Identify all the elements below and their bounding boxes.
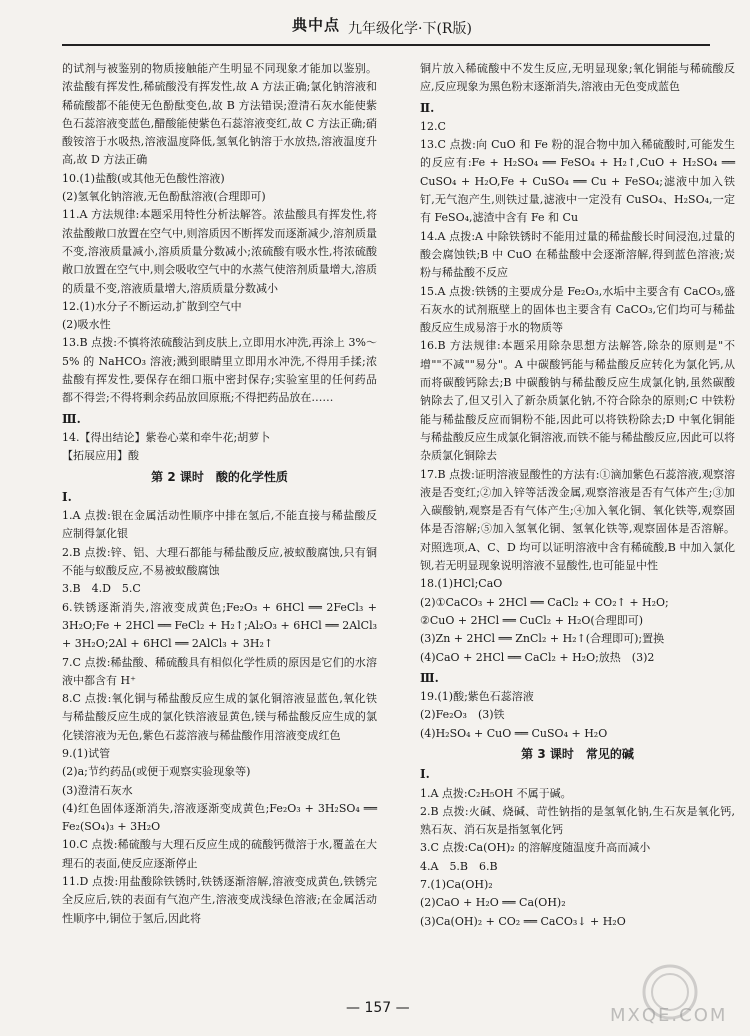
answer-line: (2)a;节约药品(或便于观察实验现象等) <box>62 765 251 779</box>
answer-line: (2)氢氧化钠溶液,无色酚酞溶液(合理即可) <box>62 190 266 204</box>
answer-line: 13.B 点拨:不慎将浓硫酸沾到皮肤上,立即用水冲洗,再涂上 3%～5% 的 NaHCO₃ 溶液;溅到眼睛里立即用水冲洗,不得用手揉;浓盐酸有挥发性,要保存在细口瓶中密封保存;实验室里的任何药品都不得尝;不得将剩余药品放回原瓶;不得把药品放在…… <box>62 336 377 405</box>
answer-line: 2.B 点拨:锌、铝、大理石都能与稀盐酸反应,被蚁酸腐蚀,只有铜不能与蚁酸反应,不易被蚁酸腐蚀 <box>62 545 377 578</box>
answer-line: (3)Ca(OH)₂ + CO₂ ══ CaCO₃↓ + H₂O <box>420 914 626 928</box>
answer-line: (4)H₂SO₄ + CuO ══ CuSO₄ + H₂O <box>420 726 608 740</box>
left-column <box>62 60 377 928</box>
answer-line: 19.(1)酸;紫色石蕊溶液 <box>420 690 534 704</box>
answer-line: (2)①CaCO₃ + 2HCl ══ CaCl₂ + CO₂↑ + H₂O; <box>420 595 669 609</box>
answer-line: (3)澄清石灰水 <box>62 783 133 797</box>
section-marker: Ⅰ. <box>420 767 430 782</box>
answer-line: 6.铁锈逐渐消失,溶液变成黄色;Fe₂O₃ + 6HCl ══ 2FeCl₃ + 3H₂O;Fe + 2HCl ══ FeCl₂ + H₂↑;Al₂O₃ + 6HCl ══ 2AlCl₃ + 3H₂O;2Al + 6HCl ══ 2AlCl₃ + 3H₂↑ <box>62 600 377 651</box>
answer-line: (4)CaO + 2HCl ══ CaCl₂ + H₂O;放热 (3)2 <box>420 650 655 664</box>
header-divider <box>62 44 710 46</box>
answer-line: 11.D 点拨:用盐酸除铁锈时,铁锈逐渐溶解,溶液变成黄色,铁锈完全反应后,铁的表面有气泡产生,溶液变成浅绿色溶液;在金属活动性顺序中,铜位于氢后,因此将 <box>62 875 377 925</box>
answer-line: (3)Zn + 2HCl ══ ZnCl₂ + H₂↑(合理即可);置换 <box>420 632 665 646</box>
answer-line: 1.A 点拨:银在金属活动性顺序中排在氢后,不能直接与稀盐酸反应制得氯化银 <box>62 509 377 541</box>
answer-line: (2)Fe₂O₃ (3)铁 <box>420 708 505 722</box>
answer-line: 3.B 4.D 5.C <box>62 582 141 596</box>
section-marker: Ⅲ. <box>62 411 81 426</box>
answer-line: 14.【得出结论】紫卷心菜和牵牛花;胡萝卜 <box>62 430 271 444</box>
answer-line: 12.C <box>420 119 446 133</box>
answer-line: 12.(1)水分子不断运动,扩散到空气中 <box>62 299 242 313</box>
section-marker: Ⅰ. <box>62 489 72 504</box>
answer-line: 17.B 点拨:证明溶液显酸性的方法有:①滴加紫色石蕊溶液,观察溶液是否变红;②加入锌等活泼金属,观察溶液是否有气体产生;③加入碳酸钠,观察是否有气体产生;④加入氧化铜、氧化铁等,观察固体是否溶解;⑤加入氢氧化铜、氢氧化铁等,观察固体是否溶解。对照选项,A、C、D 均可以证明溶液中含有稀硫酸,B 中加入氯化钡,若无明显现象说明溶液不显酸性,也可能显中性 <box>420 467 735 573</box>
answer-line: 13.C 点拨:向 CuO 和 Fe 粉的混合物中加入稀硫酸时,可能发生的反应有:Fe + H₂SO₄ ══ FeSO₄ + H₂↑,CuO + H₂SO₄ ══ CuSO₄ + H₂O,Fe + CuSO₄ ══ Cu + FeSO₄;滤液中加入铁钉,无气泡产生,则铁过量,滤液中一定没有 CuSO₄、H₂SO₄,一定有 FeSO₄,滤渣中含有 Fe 和 Cu <box>420 138 735 225</box>
answer-line: 【拓展应用】酸 <box>62 449 139 463</box>
lesson-heading: 第 2 课时 酸的化学性质 <box>151 469 288 484</box>
answer-line: (4)红色固体逐渐消失,溶液逐渐变成黄色;Fe₂O₃ + 3H₂SO₄ ══ Fe₂(SO₄)₃ + 3H₂O <box>62 801 377 834</box>
answer-line: 铜片放入稀硫酸中不发生反应,无明显现象;氧化铜能与稀硫酸反应,反应现象为黑色粉末逐渐消失,溶液由无色变成蓝色 <box>420 62 735 94</box>
answer-line: 10.C 点拨:稀硫酸与大理石反应生成的硫酸钙微溶于水,覆盖在大理石的表面,使反应逐渐停止 <box>62 838 377 870</box>
answer-line: ②CuO + 2HCl ══ CuCl₂ + H₂O(合理即可) <box>420 613 644 627</box>
section-marker: Ⅲ. <box>420 670 439 685</box>
section-marker: Ⅱ. <box>420 100 435 115</box>
answer-line: 15.A 点拨:铁锈的主要成分是 Fe₂O₃,水垢中主要含有 CaCO₃,盛石灰水的试剂瓶壁上的固体也主要含有 CaCO₃,它们均可与稀盐酸反应生成易溶于水的物质等 <box>420 284 735 335</box>
series-logo: 典中点 <box>292 16 341 34</box>
answer-line: 14.A 点拨:A 中除铁锈时不能用过量的稀盐酸长时间浸泡,过量的酸会腐蚀铁;B 中 CuO 在稀盐酸中会逐渐溶解,得到蓝色溶液;炭粉与稀盐酸不反应 <box>420 229 735 280</box>
page-number: — 157 — <box>346 1000 410 1016</box>
answer-line: (2)CaO + H₂O ══ Ca(OH)₂ <box>420 896 566 910</box>
answer-line: 7.C 点拨:稀盐酸、稀硫酸具有相似化学性质的原因是它们的水溶液中都含有 H⁺ <box>62 655 377 687</box>
answer-line: 10.(1)盐酸(或其他无色酸性溶液) <box>62 171 225 185</box>
answer-line: 2.B 点拨:火碱、烧碱、苛性钠指的是氢氧化钠,生石灰是氧化钙,熟石灰、消石灰是指氢氧化钙 <box>420 804 735 837</box>
book-title: 九年级化学·下(R版) <box>348 21 472 37</box>
watermark-text: MXQE.COM <box>610 1005 728 1026</box>
answer-line: 的试剂与被鉴别的物质接触能产生明显不同现象才能加以鉴别。浓盐酸有挥发性,稀硫酸没有挥发性,故 A 方法正确;氯化钠溶液和稀硫酸都不能使无色酚酞变色,故 B 方法错误;澄清石灰水能使紫色石蕊溶液变蓝色,醋酸能使紫色石蕊溶液变红,故 C 方法正确;硝酸铵溶于水吸热,溶液温度降低,氢氧化钠溶于水放热,溶液温度升高,故 D 方法正确 <box>62 62 377 167</box>
lesson-heading: 第 3 课时 常见的碱 <box>521 746 634 761</box>
answer-line: 3.C 点拨:Ca(OH)₂ 的溶解度随温度升高而减小 <box>420 841 651 855</box>
answer-line: 16.B 方法规律:本题采用除杂思想方法解答,除杂的原则是"不增""不减""易分"。A 中碳酸钙能与稀盐酸反应转化为氯化钙,从而将碳酸钙除去;B 中碳酸钠与稀盐酸反应生成氯化钠,虽然碳酸钠除去了,但又引入了新杂质氯化钠,不符合除杂的原则;C 中铁粉能与稀盐酸反应而铜粉不能,因此可以将铁粉除去;D 中氧化铜能与稀盐酸反应生成氯化铜溶液,而铁不能与稀盐酸反应,因此可以将杂质氯化铜除去 <box>420 339 735 463</box>
answer-line: 1.A 点拨:C₂H₅OH 不属于碱。 <box>420 786 572 800</box>
right-column <box>420 60 735 931</box>
answer-line: 7.(1)Ca(OH)₂ <box>420 878 493 892</box>
answer-line: 4.A 5.B 6.B <box>420 859 498 873</box>
answer-line: 9.(1)试管 <box>62 746 111 760</box>
answer-line: 11.A 方法规律:本题采用特性分析法解答。浓盐酸具有挥发性,将浓盐酸敞口放置在空气中,则溶质因不断挥发而逐渐减少,溶剂质量不变,溶液质量减小,溶质质量分数减小;浓硫酸有吸水性,将浓硫酸敞口放置在空气中,则会吸收空气中的水蒸气使溶剂质量增大,溶质的质量不变,溶液质量增大,溶质质量分数减小 <box>62 208 377 295</box>
page-header <box>0 0 750 52</box>
answer-line: 18.(1)HCl;CaO <box>420 577 503 591</box>
answer-line: 8.C 点拨:氧化铜与稀盐酸反应生成的氯化铜溶液显蓝色,氧化铁与稀盐酸反应生成的氯化铁溶液显黄色,镁与稀盐酸反应生成的氯化镁溶液为无色,紫色石蕊溶液与稀盐酸作用溶液变成红色 <box>62 692 377 742</box>
answer-line: (2)吸水性 <box>62 318 111 332</box>
